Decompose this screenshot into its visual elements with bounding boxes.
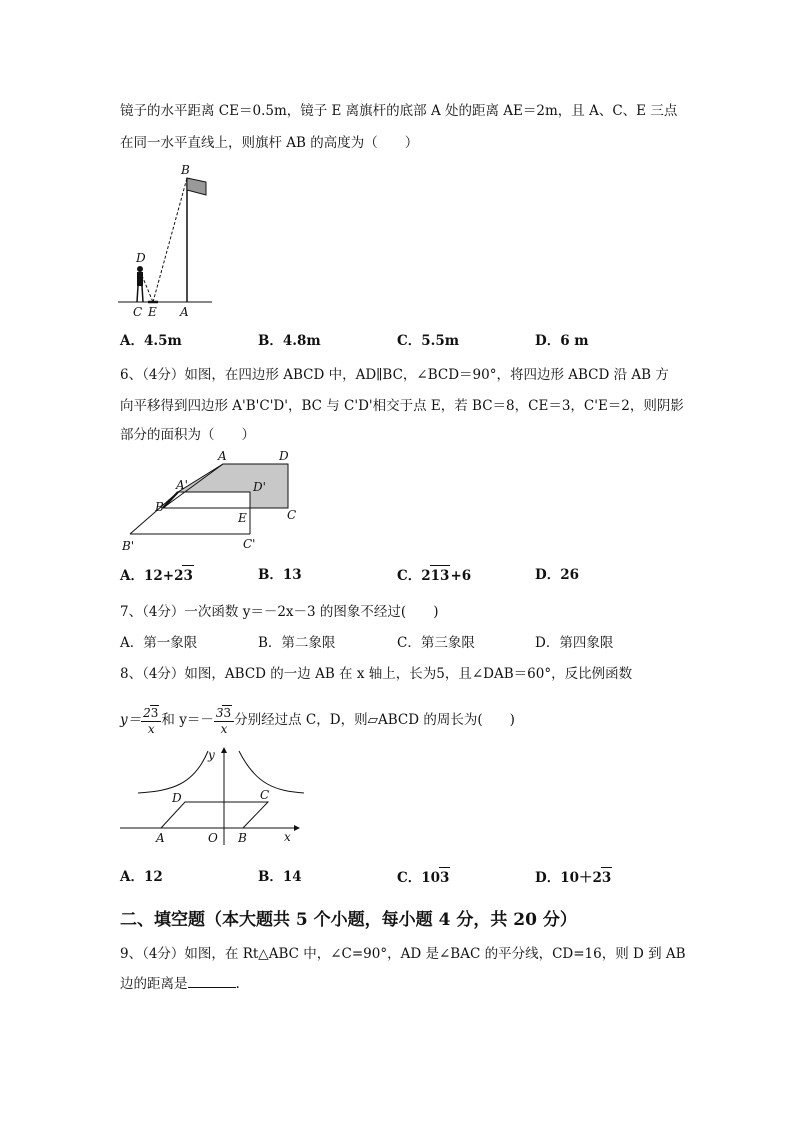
label-C-prime: C' <box>243 537 256 551</box>
q5-text-line2: 在同一水平直线上，则旗杆 AB 的高度为（ ） <box>120 135 419 151</box>
label-C: C <box>133 305 143 319</box>
q7-option-c: C．第三象限 <box>397 635 475 651</box>
label-E: E <box>238 511 247 525</box>
q7-option-a: A．第一象限 <box>120 635 198 651</box>
label-B-prime: B' <box>122 539 135 553</box>
q6-option-c: C．213+6 <box>397 565 471 586</box>
label-D: D <box>172 791 182 805</box>
q9-answer-blank[interactable] <box>188 975 236 988</box>
q8-equation-line: y＝ $\frac{23}{x}$ 和 y＝－ $\frac{33}{x}$ 分别经过点 C，D，则▱ABCD 的周长为( ) <box>120 705 515 736</box>
q9-text-line1: 9、（4分）如图，在 Rt△ABC 中，∠C=90°，AD 是∠BAC 的平分线，CD=16，则 D 到 AB <box>120 946 686 962</box>
q7-option-d: D．第四象限 <box>535 635 614 651</box>
q8-fraction-1: $\frac{23}{x}$ <box>141 705 161 737</box>
label-C: C <box>287 508 297 522</box>
q8-option-a: A．12 <box>120 869 163 885</box>
label-D-prime: D' <box>253 480 266 494</box>
label-A-prime: A' <box>176 478 188 492</box>
label-E: E <box>148 305 157 319</box>
q8-option-d: D．10＋23 <box>535 867 612 888</box>
q8-fraction-2: $\frac{33}{x}$ <box>214 705 234 737</box>
q6-text-line1: 6、（4分）如图，在四边形 ABCD 中，AD∥BC，∠BCD＝90°，将四边形 ABCD 沿 AB 方 <box>120 367 669 383</box>
q9-text-line2: 边的距离是 . <box>120 976 240 992</box>
q5-text-line1: 镜子的水平距离 CE＝0.5m，镜子 E 离旗杆的底部 A 处的距离 AE＝2m，且 A、C、E 三点 <box>120 103 678 119</box>
q6-quadrilateral-figure <box>118 448 308 556</box>
label-A: A <box>218 449 227 463</box>
q7-option-b: B．第二象限 <box>258 635 336 651</box>
label-B: B <box>238 831 247 845</box>
q8-parallelogram-graph <box>116 745 311 850</box>
q8-option-c: C．103 <box>397 867 450 888</box>
section-2-title: 二、填空题（本大题共 5 个小题，每小题 4 分，共 20 分） <box>120 910 577 930</box>
q5-option-a: A．4.5m <box>120 333 182 349</box>
label-A: A <box>156 831 165 845</box>
q6-option-d: D．26 <box>535 567 579 583</box>
label-O: O <box>208 831 218 845</box>
label-D: D <box>279 449 289 463</box>
q8-text-line1: 8、（4分）如图，ABCD 的一边 AB 在 x 轴上，长为5，且∠DAB＝60°，反比例函数 <box>120 666 633 682</box>
q8-option-b: B．14 <box>258 869 302 885</box>
label-D: D <box>136 251 146 265</box>
q7-text-line1: 7、（4分）一次函数 y＝－2x－3 的图象不经过( ) <box>120 604 439 620</box>
q5-option-b: B．4.8m <box>258 333 321 349</box>
label-A: A <box>180 305 189 319</box>
q6-option-a: A．12+23 <box>120 565 194 586</box>
q6-text-line3: 部分的面积为（ ） <box>120 427 255 443</box>
q5-option-c: C．5.5m <box>397 333 460 349</box>
q5-flagpole-figure <box>110 158 220 320</box>
label-B: B <box>181 163 190 177</box>
q5-option-d: D．6 m <box>535 333 589 349</box>
label-C: C <box>260 788 270 802</box>
label-B: B <box>155 500 164 514</box>
label-x: x <box>284 830 291 844</box>
q6-text-line2: 向平移得到四边形 A'B'C'D'，BC 与 C'D'相交于点 E，若 BC＝8，CE＝3，C'E＝2，则阴影 <box>120 398 684 414</box>
q6-option-b: B．13 <box>258 567 302 583</box>
label-y: y <box>208 748 215 762</box>
